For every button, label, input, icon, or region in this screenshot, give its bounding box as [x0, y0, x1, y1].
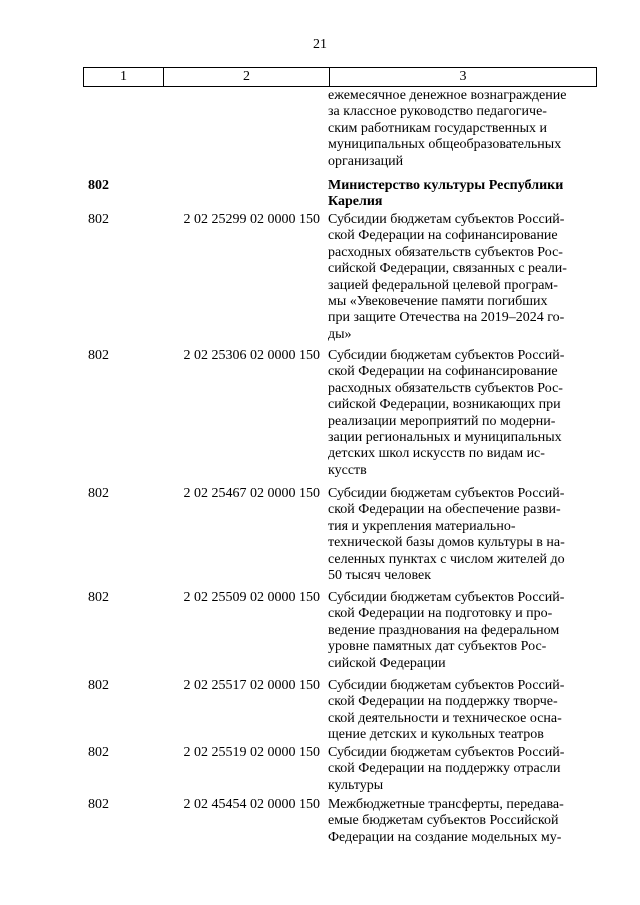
- header-col-3: 3: [459, 69, 467, 84]
- admin-code: 802: [88, 745, 109, 760]
- admin-code: 802: [88, 678, 109, 693]
- row-description: Субсидии бюджетам субъектов Россий- ской Федерации на поддержку отрасли культуры: [328, 745, 565, 793]
- table-header: [83, 67, 597, 87]
- admin-code: 802: [88, 590, 109, 605]
- header-col-2: 2: [164, 68, 330, 86]
- budget-code: 2 02 25467 02 0000 150: [183, 486, 320, 501]
- header-col-1: 1: [84, 68, 164, 86]
- budget-code: 2 02 25299 02 0000 150: [183, 212, 320, 227]
- admin-code: 802: [88, 486, 109, 501]
- admin-code: 802: [88, 178, 109, 193]
- budget-code: 2 02 25519 02 0000 150: [183, 745, 320, 760]
- row-description: Субсидии бюджетам субъектов Россий- ской Федерации на поддержку творче- ской деятельности и техническое осна- щение детских и кукольных театров: [328, 678, 565, 743]
- row-description: Межбюджетные трансферты, передава- емые бюджетам субъектов Российской Федерации на создание модельных му-: [328, 797, 564, 845]
- admin-code: 802: [88, 348, 109, 363]
- ministry-title: Министерство культуры Республики Карелия: [328, 178, 564, 210]
- admin-code: 802: [88, 212, 109, 227]
- budget-code: 2 02 25517 02 0000 150: [183, 678, 320, 693]
- row-description: Субсидии бюджетам субъектов Россий- ской Федерации на софинансирование расходных обязательств субъектов Рос- сийской Федерации, связанных с реали- зацией федеральной целевой програм- мы «Увековечение памяти погибших при защите Отечества на 2019–2024 го- ды»: [328, 212, 567, 342]
- row-description: Субсидии бюджетам субъектов Россий- ской Федерации на софинансирование расходных обязательств субъектов Рос- сийской Федерации, возникающих при реализации мероприятий по модерни- зации региональных и муниципальных детских школ искусств по видам ис- кусств: [328, 348, 565, 478]
- budget-code: 2 02 25509 02 0000 150: [183, 590, 320, 605]
- admin-code: 802: [88, 797, 109, 812]
- budget-code: 2 02 25306 02 0000 150: [183, 348, 320, 363]
- budget-code: 2 02 45454 02 0000 150: [183, 797, 320, 812]
- row-description: Субсидии бюджетам субъектов Россий- ской Федерации на обеспечение разви- тия и укрепления материально- технической базы домов культуры в на- селенных пунктах с числом жителей до 50 тысяч человек: [328, 486, 565, 584]
- page-number: 21: [313, 37, 327, 52]
- row-description: Субсидии бюджетам субъектов Россий- ской Федерации на подготовку и про- ведение празднования на федеральном уровне памятных дат субъектов Рос- сийской Федерации: [328, 590, 565, 671]
- row-description: ежемесячное денежное вознаграждение за классное руководство педагогиче- ским работникам государственных и муниципальных общеобразовательных организаций: [328, 88, 567, 169]
